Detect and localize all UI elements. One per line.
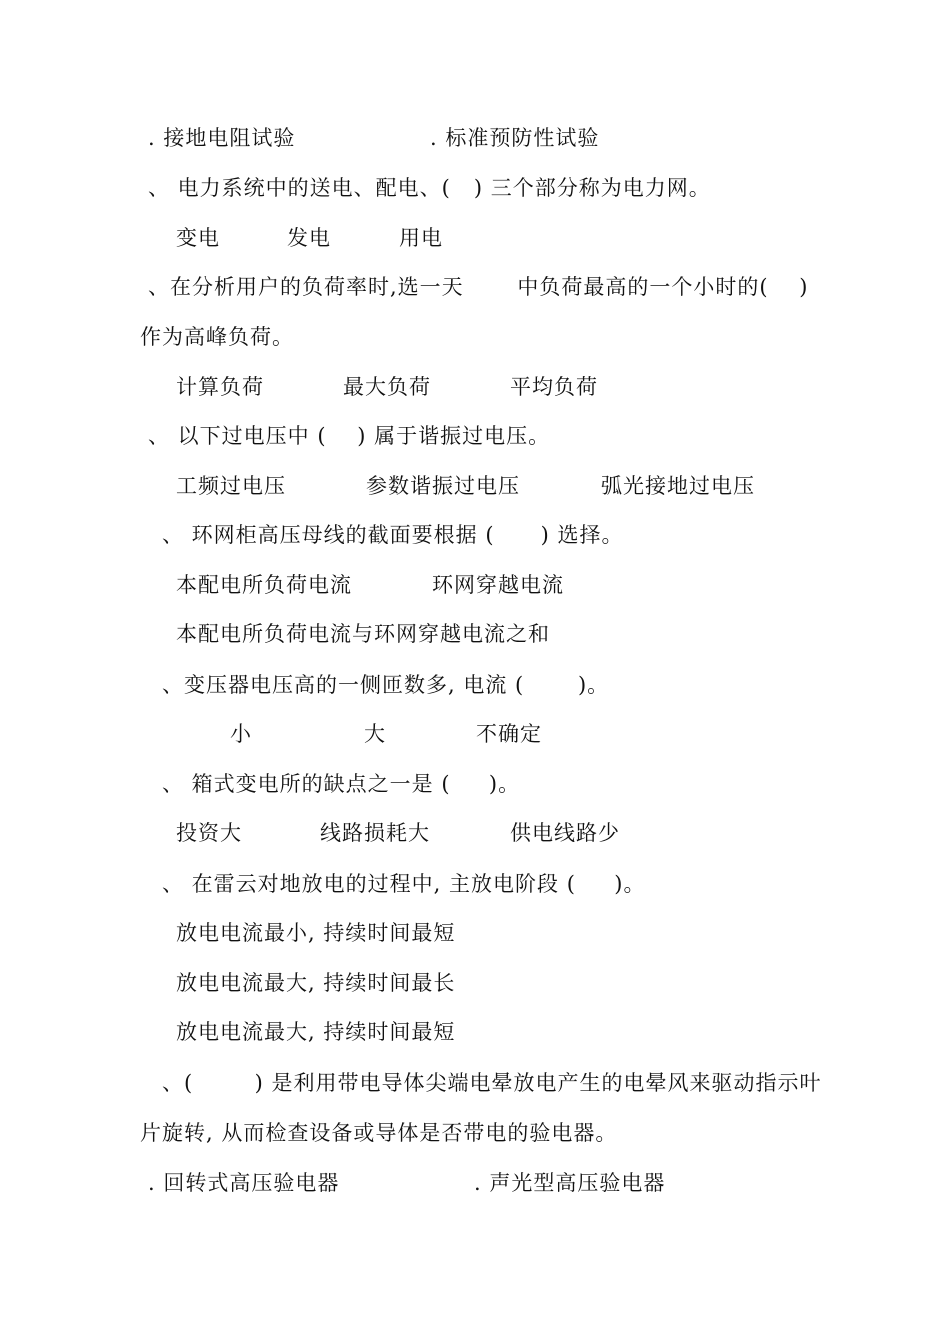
question-text: 、 箱式变电所的缺点之一是 ( )。 (162, 772, 521, 796)
question-text: 、变压器电压高的一侧匝数多, 电流 ( )。 (162, 673, 610, 697)
option-c: 不确定 (476, 722, 542, 746)
option-a: 本配电所负荷电流 (176, 573, 352, 597)
question-text-continued: 作为高峰负荷。 (140, 325, 294, 349)
option-a: 小 (230, 722, 252, 746)
option-a: 放电电流最小, 持续时间最短 (176, 921, 456, 945)
option-c: 用电 (399, 226, 443, 250)
option-c: 放电电流最大, 持续时间最短 (176, 1020, 456, 1044)
option-a: 工频过电压 (176, 474, 286, 498)
option-b: 大 (364, 722, 386, 746)
question-text: 、 环网柜高压母线的截面要根据 ( ) 选择。 (162, 523, 624, 547)
option-a: . 回转式高压验电器 (148, 1171, 340, 1195)
question-text-continued: 片旋转, 从而检查设备或导体是否带电的验电器。 (140, 1121, 618, 1145)
option-b: 发电 (287, 226, 331, 250)
option-c: 平均负荷 (510, 375, 598, 399)
option-a: . 接地电阻试验 (148, 126, 296, 150)
question-text: 、 电力系统中的送电、配电、( ) 三个部分称为电力网。 (148, 176, 711, 200)
option-b: . 标准预防性试验 (430, 126, 600, 150)
option-b: 最大负荷 (343, 375, 431, 399)
option-b: 放电电流最大, 持续时间最长 (176, 971, 456, 995)
option-b: 环网穿越电流 (432, 573, 564, 597)
option-c: 本配电所负荷电流与环网穿越电流之和 (176, 622, 550, 646)
option-b: 线路损耗大 (320, 821, 430, 845)
option-a: 投资大 (176, 821, 242, 845)
question-text: 、 在雷云对地放电的过程中, 主放电阶段 ( )。 (162, 872, 646, 896)
question-text: 、( ) 是利用带电导体尖端电晕放电产生的电晕风来驱动指示叶 (162, 1071, 822, 1095)
option-b: . 声光型高压验电器 (474, 1171, 666, 1195)
question-text: 、 以下过电压中 ( ) 属于谐振过电压。 (148, 424, 551, 448)
question-text: 、在分析用户的负荷率时,选一天 中负荷最高的一个小时的( ) (148, 275, 809, 299)
option-a: 计算负荷 (176, 375, 264, 399)
option-c: 供电线路少 (510, 821, 620, 845)
option-b: 参数谐振过电压 (366, 474, 520, 498)
option-c: 弧光接地过电压 (601, 474, 755, 498)
option-a: 变电 (176, 226, 220, 250)
